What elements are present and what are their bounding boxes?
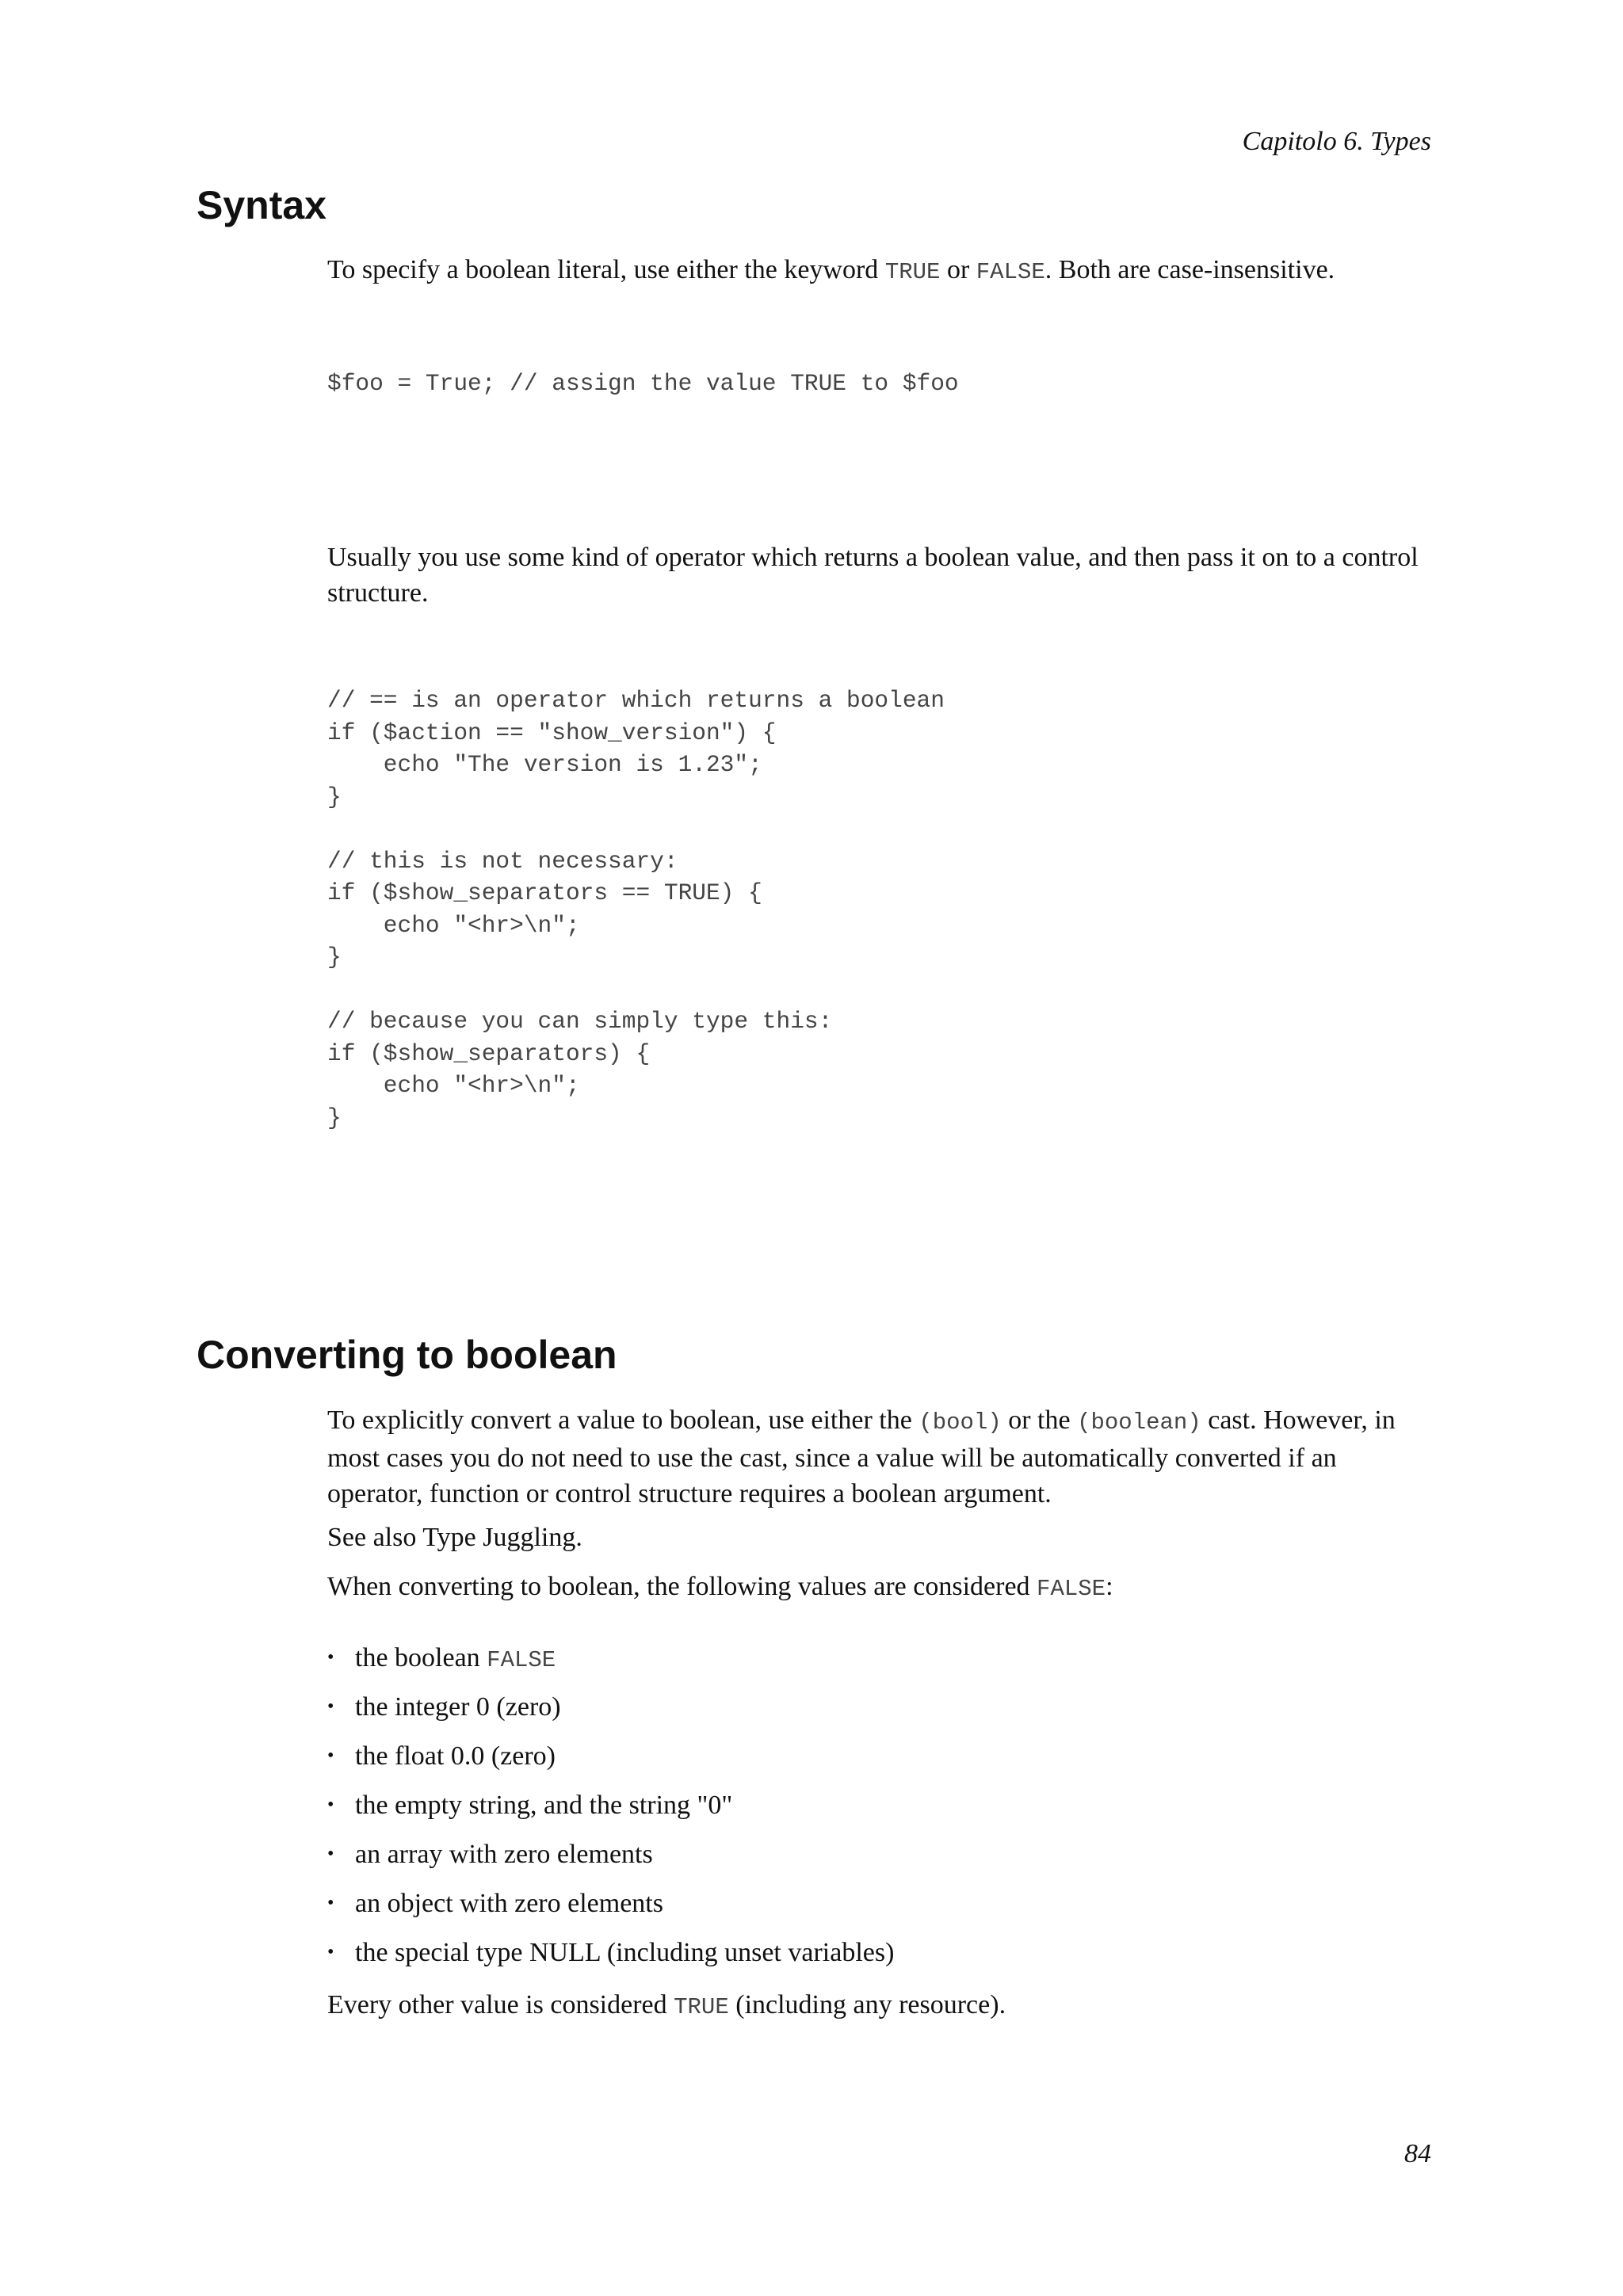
- section-heading-converting: Converting to boolean: [197, 1333, 617, 1377]
- see-also-paragraph: See also Type Juggling.: [327, 1523, 582, 1552]
- text-span: When converting to boolean, the following values are considered: [327, 1572, 1037, 1601]
- list-item: [327, 1787, 894, 1836]
- text-span: Every other value is considered: [327, 1990, 674, 2019]
- list-item-text: the empty string, and the string "0": [355, 1791, 733, 1820]
- list-item-text: an array with zero elements: [355, 1840, 653, 1869]
- list-item: [327, 1836, 894, 1886]
- bullet-icon: •: [327, 1844, 334, 1864]
- running-header: Capitolo 6. Types: [1242, 127, 1431, 156]
- text-span: To explicitly convert a value to boolean, use either the: [327, 1405, 919, 1435]
- every-other-value-paragraph: [327, 1987, 1437, 2025]
- converting-false-values-paragraph: [327, 1569, 1437, 1607]
- inline-code-false: FALSE: [487, 1647, 556, 1673]
- page-number: 84: [1404, 2139, 1431, 2168]
- converting-paragraph-cast: [327, 1402, 1437, 1512]
- bullet-icon: •: [327, 1942, 334, 1962]
- text-span: (including any resource).: [728, 1990, 1006, 2019]
- text-span: . Both are case-insensitive.: [1044, 255, 1335, 284]
- list-item: [327, 1738, 894, 1787]
- inline-code-bool: (bool): [918, 1409, 1002, 1436]
- bullet-icon: •: [327, 1893, 334, 1913]
- inline-code-false: FALSE: [976, 259, 1045, 285]
- syntax-intro-paragraph: [327, 252, 1437, 290]
- inline-code-true: TRUE: [674, 1994, 729, 2020]
- inline-code-false: FALSE: [1037, 1576, 1106, 1602]
- list-item: [327, 1935, 894, 1974]
- bullet-icon: •: [327, 1745, 334, 1766]
- list-item-text: the float 0.0 (zero): [355, 1741, 556, 1771]
- text-span: To specify a boolean literal, use either the keyword: [327, 255, 885, 284]
- inline-code-true: TRUE: [884, 259, 941, 285]
- code-example-operators: // == is an operator which returns a boolean if ($action == "show_version") { echo "The version is 1.23"; } // this is not necessary: if ($show_separators == TRUE) { echo "<hr>\n"; } // because you can simply type this: if ($show_separators) { echo "<hr>\n"; }: [327, 687, 945, 1131]
- text-span: the boolean: [355, 1643, 487, 1672]
- list-item: [327, 1886, 894, 1935]
- text-span: or: [940, 255, 976, 284]
- false-values-list: [327, 1640, 894, 1974]
- inline-code-boolean: (boolean): [1077, 1409, 1201, 1436]
- list-item: [327, 1689, 894, 1738]
- syntax-operator-paragraph: Usually you use some kind of operator which returns a boolean value, and then pass it on to a control structure.: [327, 543, 1419, 608]
- text-span: cast. However, in most cases you do not need to use the cast, since a value will be automatically converted if an operator, function or control structure requires a boolean argument.: [327, 1405, 1396, 1508]
- text-span: :: [1106, 1572, 1113, 1601]
- bullet-icon: •: [327, 1794, 334, 1815]
- bullet-icon: •: [327, 1696, 334, 1717]
- section-heading-syntax: Syntax: [197, 183, 327, 227]
- list-item: [327, 1640, 894, 1689]
- list-item-text: [355, 1640, 556, 1678]
- bullet-icon: •: [327, 1647, 334, 1668]
- list-item-text: the special type NULL (including unset variables): [355, 1938, 895, 1967]
- code-example-assign: $foo = True; // assign the value TRUE to $foo: [327, 370, 959, 397]
- text-span: or the: [1001, 1405, 1078, 1435]
- list-item-text: an object with zero elements: [355, 1889, 663, 1918]
- list-item-text: the integer 0 (zero): [355, 1692, 561, 1722]
